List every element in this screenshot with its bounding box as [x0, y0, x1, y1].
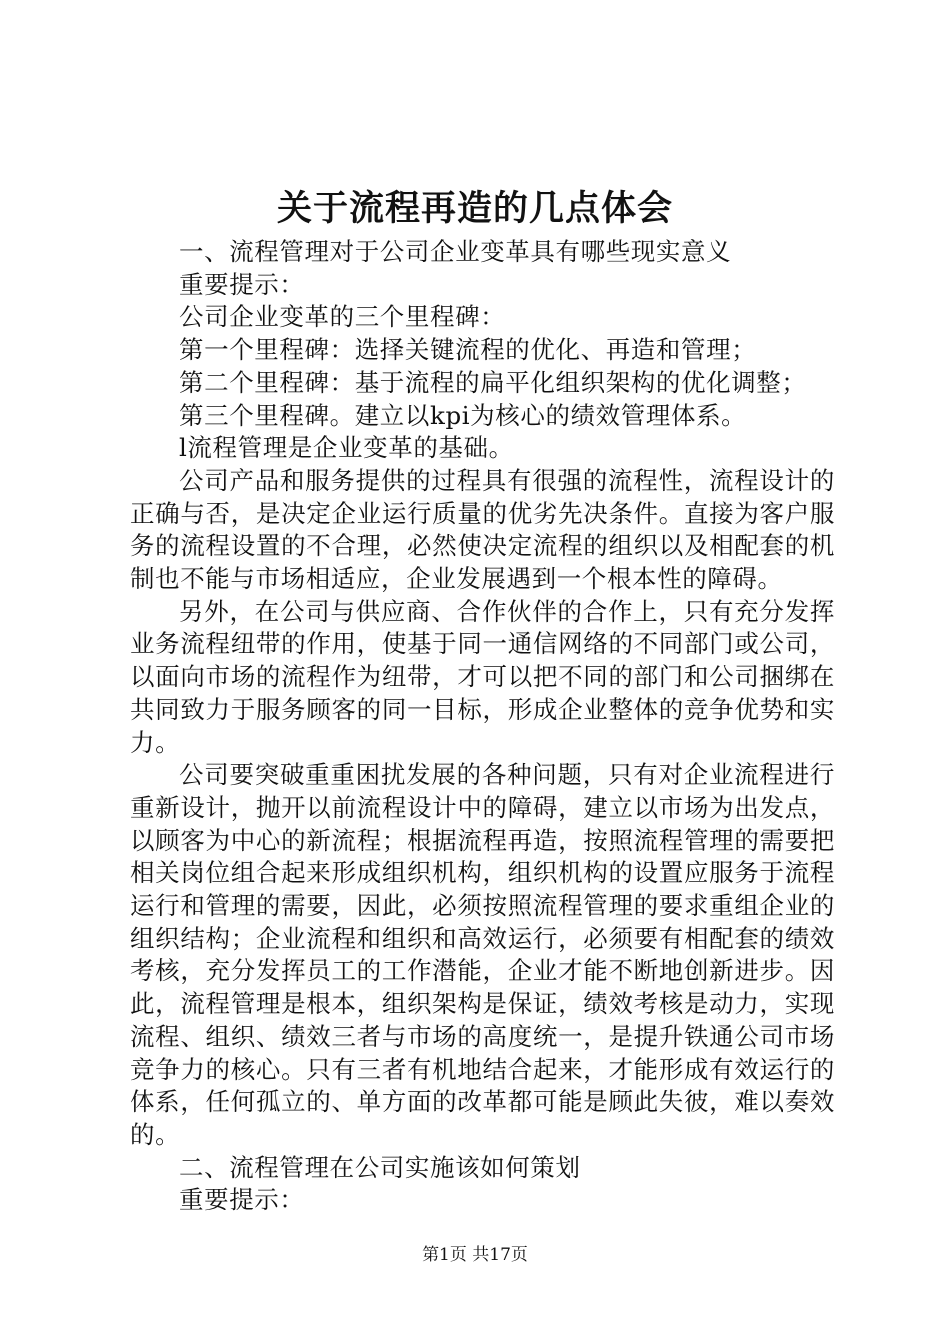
paragraph-body-2: 另外，在公司与供应商、合作伙伴的合作上，只有充分发挥业务流程纽带的作用，使基于同一通信网络的不同部门或公司，以面向市场的流程作为纽带，才可以把不同的部门和公司捆绑在共同致力于服务顾客的同一目标，形成企业整体的竞争优势和实力。: [130, 596, 835, 757]
page-number: 第1页 共17页: [422, 1245, 528, 1265]
document-title: 关于流程再造的几点体会: [276, 188, 673, 229]
section-heading-2: 二、流程管理在公司实施该如何策划: [179, 1152, 581, 1182]
paragraph-important-note-2: 重要提示：: [179, 1185, 305, 1215]
paragraph-milestones-intro: 公司企业变革的三个里程碑：: [179, 302, 506, 332]
paragraph-milestone-1: 第一个里程碑：选择关键流程的优化、再造和管理；: [179, 335, 757, 365]
paragraph-milestone-3: 第三个里程碑。建立以kpi为核心的绩效管理体系。: [179, 400, 747, 430]
paragraph-important-note-1: 重要提示：: [179, 269, 305, 299]
document-body: [130, 236, 835, 1217]
paragraph-milestone-2: 第二个里程碑：基于流程的扁平化组织架构的优化调整；: [179, 367, 807, 397]
paragraph-body-1: 公司产品和服务提供的过程具有很强的流程性，流程设计的正确与否，是决定企业运行质量的优劣先决条件。直接为客户服务的流程设置的不合理，必然使决定流程的组织以及相配套的机制也不能与市场相适应，企业发展遇到一个根本性的障碍。: [130, 465, 835, 594]
section-heading-1: 一、流程管理对于公司企业变革具有哪些现实意义: [179, 237, 732, 266]
paragraph-body-3: 公司要突破重重困扰发展的各种问题，只有对企业流程进行重新设计，抛开以前流程设计中的障碍，建立以市场为出发点，以顾客为中心的新流程；根据流程再造，按照流程管理的需要把相关岗位组合起来形成组织机构，组织机构的设置应服务于流程运行和管理的需要，因此，必须按照流程管理的要求重组企业的组织结构；企业流程和组织和高效运行，必须要有相配套的绩效考核，充分发挥员工的工作潜能，企业才能不断地创新进步。因此，流程管理是根本，组织架构是保证，绩效考核是动力，实现流程、组织、绩效三者与市场的高度统一，是提升铁通公司市场竞争力的核心。只有三者有机地结合起来，才能形成有效运行的体系，任何孤立的、单方面的改革都可能是顾此失彼，难以奏效的。: [130, 760, 835, 1149]
paragraph-foundation: l流程管理是企业变革的基础。: [179, 433, 514, 463]
